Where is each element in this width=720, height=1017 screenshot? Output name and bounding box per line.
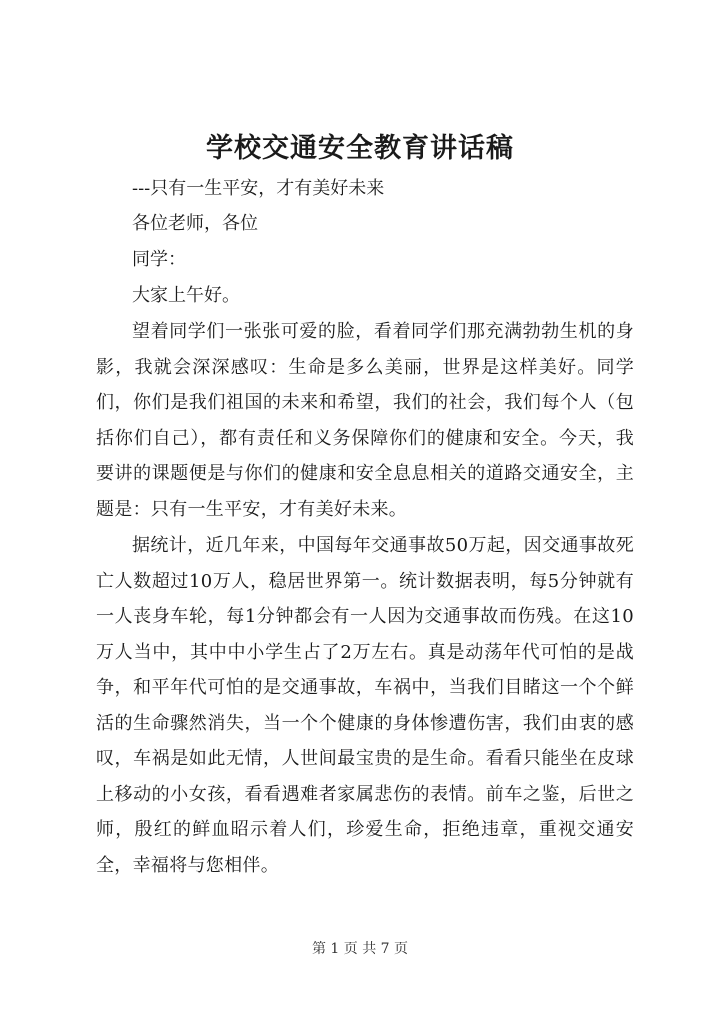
greeting-line: 大家上午好。 [132,285,240,306]
body-paragraph-1: 望着同学们一张张可爱的脸，看着同学们那充满勃勃生机的身影，我就会深深感叹：生命是多么美丽，世界是这样美好。同学们，你们是我们祖国的未来和希望，我们的社会，我们每个人（包括你们自己），都有责任和义务保障你们的健康和安全。今天，我要讲的课题便是与你们的健康和安全息息相关的道路交通安全，主题是：只有一生平安，才有美好未来。 [96,321,634,520]
salutation-line-1: 各位老师，各位 [132,213,258,234]
document-subtitle: ---只有一生平安，才有美好未来 [132,178,385,199]
document-title: 学校交通安全教育讲话稿 [206,133,514,164]
salutation-line-2: 同学： [132,249,186,270]
page-number-footer: 第 1 页 共 7 页 [311,941,409,957]
body-paragraph-2: 据统计，近几年来，中国每年交通事故50万起，因交通事故死亡人数超过10万人，稳居世界第一。统计数据表明，每5分钟就有一人丧身车轮，每1分钟都会有一人因为交通事故而伤残。在这10万人当中，其中中小学生占了2万左右。真是动荡年代可怕的是战争，和平年代可怕的是交通事故，车祸中，当我们目睹这一个个鲜活的生命骤然消失，当一个个健康的身体惨遭伤害，我们由衷的感叹，车祸是如此无情，人世间最宝贵的是生命。看看只能坐在皮球上移动的小女孩，看看遇难者家属悲伤的表情。前车之鉴，后世之师，殷红的鲜血昭示着人们，珍爱生命，拒绝违章，重视交通安全，幸福将与您相伴。 [96,535,634,876]
